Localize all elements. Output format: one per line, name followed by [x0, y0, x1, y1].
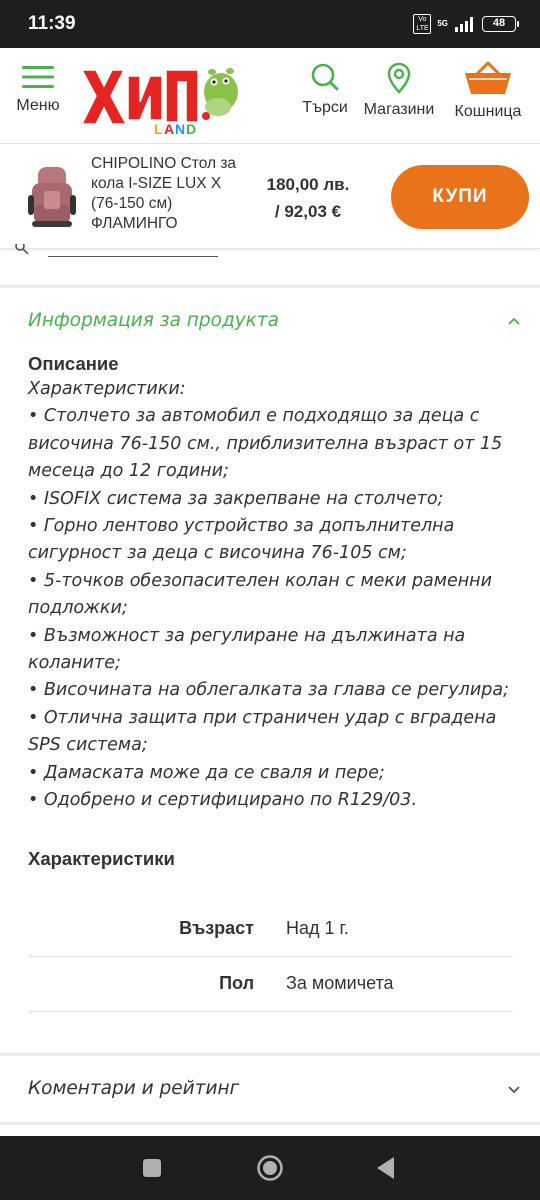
recent-apps-icon[interactable] [138, 1154, 166, 1182]
section-divider [0, 1122, 540, 1125]
specs-heading: Характеристики [28, 848, 175, 869]
svg-text:N: N [175, 121, 186, 136]
spec-row [28, 902, 513, 957]
description-line: • Горно лентово устройство за допълнителна [28, 516, 455, 537]
site-header [0, 48, 540, 144]
basket-icon [463, 60, 513, 96]
stores-label: Магазини [363, 101, 435, 118]
menu-button[interactable] [12, 64, 64, 115]
description-heading: Описание [28, 353, 119, 374]
cart-label: Кошница [454, 103, 522, 120]
product-info-accordion-header[interactable] [0, 290, 540, 352]
battery-icon: 48 [482, 16, 516, 32]
svg-text:D: D [186, 121, 197, 136]
stores-button[interactable] [360, 62, 438, 119]
volte-icon: Vo LTE [413, 14, 431, 34]
reviews-accordion-header[interactable] [0, 1058, 540, 1120]
buy-button[interactable]: КУПИ [391, 165, 529, 229]
status-icons [413, 14, 516, 34]
section-divider [0, 285, 540, 288]
link-underline [48, 256, 218, 257]
product-thumbnail[interactable] [22, 165, 82, 229]
scrolled-link-peek [14, 244, 234, 258]
status-bar [0, 0, 540, 48]
description-line: • ISOFIX система за закрепване на столчето; [28, 488, 444, 509]
description-line: височина 76-150 см., приблизителна възраст от 15 [28, 433, 503, 454]
cart-button[interactable] [450, 60, 526, 121]
price-eur: / 92,03 € [274, 202, 342, 221]
search-label: Търси [302, 99, 348, 116]
hamburger-icon [20, 64, 56, 90]
description-line: • Възможност за регулиране на дължината на [28, 625, 466, 646]
description-line: • Отлична защита при страничен удар с вградена [28, 707, 497, 728]
description-line: • Дамаската може да се сваля и пере; [28, 762, 385, 783]
link-icon [14, 244, 32, 254]
system-nav-bar [0, 1136, 540, 1200]
back-icon[interactable] [372, 1154, 400, 1182]
signal-icon [454, 16, 476, 32]
chevron-up-icon [506, 314, 522, 328]
home-icon[interactable] [256, 1154, 284, 1182]
product-description [28, 352, 513, 815]
description-line: • Одобрено и сертифицирано по R129/03. [28, 790, 418, 811]
description-line: SPS система; [28, 735, 148, 756]
reviews-title: Коментари и рейтинг [28, 1078, 240, 1099]
section-divider [0, 1053, 540, 1056]
spec-value: Над 1 г. [286, 918, 349, 938]
price-bgn: 180,00 лв. [266, 175, 350, 194]
svg-text:A: A [164, 121, 175, 136]
description-line: месеца до 12 години; [28, 461, 229, 482]
description-line: коланите; [28, 653, 121, 674]
network-type: 5G [437, 19, 448, 28]
description-line: • Столчето за автомобил е подходящо за деца с [28, 406, 480, 427]
description-line: • Височината на облегалката за глава се регулира; [28, 680, 509, 701]
spec-value: За момичета [286, 973, 394, 993]
spec-key: Възраст [179, 918, 254, 938]
spec-key: Пол [219, 973, 254, 993]
status-time: 11:39 [28, 13, 76, 34]
sticky-buy-bar [0, 145, 540, 249]
menu-label: Меню [16, 97, 60, 114]
logo-graphic [78, 52, 244, 136]
product-title: CHIPOLINO Стол за кола I-SIZE LUX X (76-150 см) ФЛАМИНГО [91, 155, 237, 232]
description-line: подложки; [28, 598, 128, 619]
product-info-title: Информация за продукта [28, 310, 279, 331]
search-icon [310, 62, 340, 92]
description-line: сигурност за деца с височина 76-105 см; [28, 543, 407, 564]
description-line: Характеристики: [28, 379, 186, 399]
chevron-down-icon [506, 1082, 522, 1096]
product-price [258, 171, 358, 225]
spec-row [28, 957, 513, 1012]
svg-text:L: L [154, 121, 163, 136]
hipoland-logo[interactable] [78, 52, 244, 136]
description-line: • 5-точков обезопасителен колан с меки раменни [28, 570, 492, 591]
search-button[interactable] [300, 62, 350, 117]
map-pin-icon [386, 62, 412, 94]
